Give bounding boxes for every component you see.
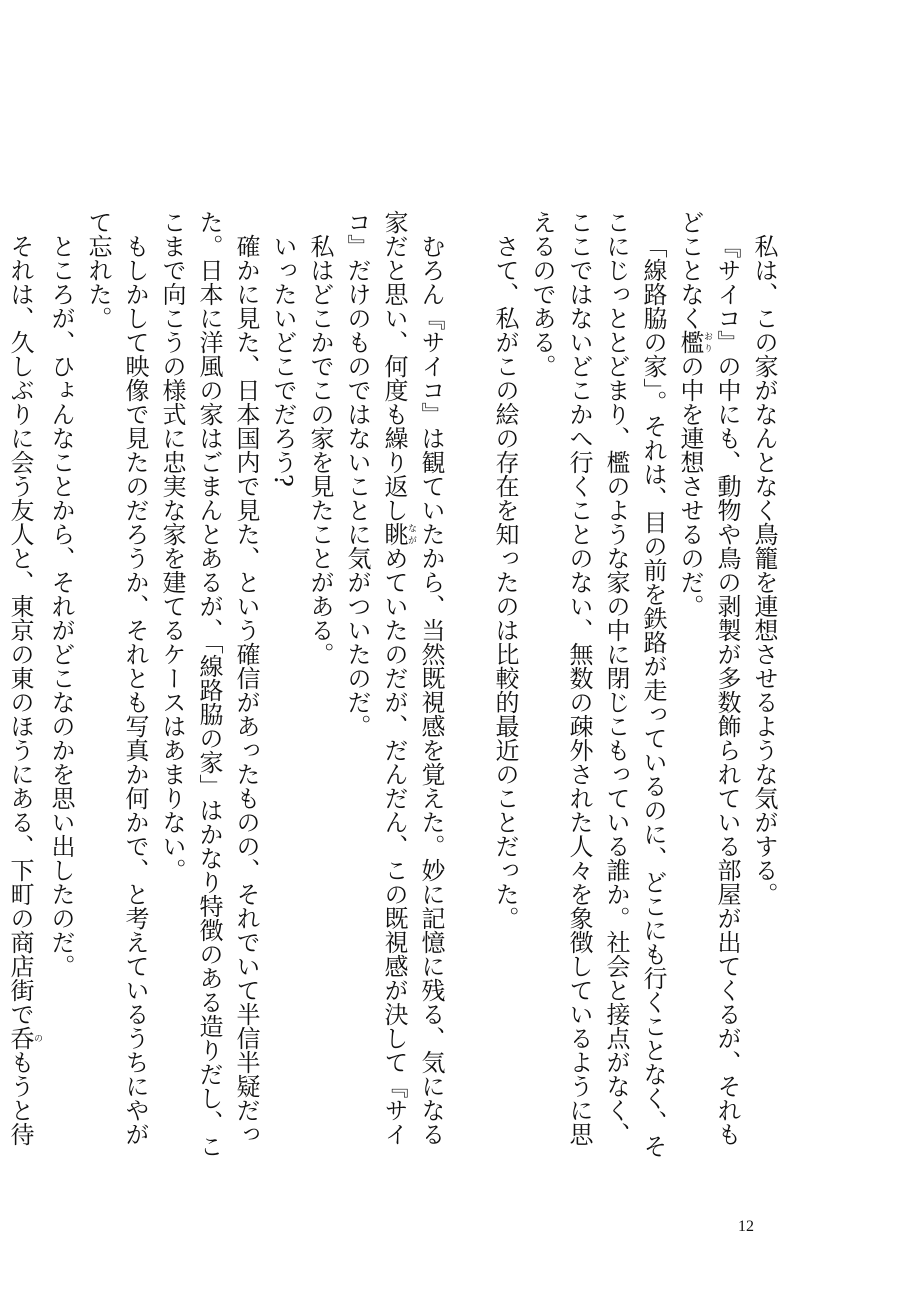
- paragraph-2: [671, 210, 745, 1165]
- paragraph-6: [301, 210, 338, 1165]
- paragraph-3: [523, 210, 671, 1165]
- paragraph-3-text: 「線路脇の家」。それは、目の前を鉄路が走っているのに、どこにも行くことなく、そこにじっととどまり、檻のような家の中に閉じこもっている誰か。社会と接点がなく、ここではないどこかへ行くことのない、無数の疎外された人々を象徴しているように思えるのである。: [528, 210, 667, 1158]
- paragraph-8-text: 確かに見た、日本国内で見た、という確信があったものの、それでいて半信半疑だった。日本に洋風の家はごまんとあるが、「線路脇の家」はかなり特徴のある造りだし、ここまで向こうの様式に忠実な家を建てるケースはあまりない。: [158, 210, 260, 1158]
- paragraph-8: [153, 210, 264, 1165]
- paragraph-5-after: めていたのだが、だんだん、この既視感が決して『サイコ』だけのものではないことに気がついたのだ。: [343, 210, 408, 1146]
- paragraph-1: [745, 210, 782, 1165]
- paragraph-7-text: いったいどこでだろう?: [269, 234, 297, 487]
- ruby-no-reading: の: [32, 1026, 42, 1050]
- paragraph-9: [79, 210, 153, 1165]
- paragraph-2-after: の中を連想させるのだ。: [676, 354, 704, 618]
- paragraph-10-text: ところが、ひょんなことから、それがどこなのかを思い出したのだ。: [47, 234, 75, 978]
- paragraph-4: [486, 210, 523, 1165]
- paragraph-10: [42, 210, 79, 1165]
- paragraph-4-text: さて、私がこの絵の存在を知ったのは比較的最近のことだった。: [491, 234, 519, 930]
- ruby-naga-reading: なが: [406, 522, 416, 546]
- ruby-naga-base: 眺: [380, 522, 408, 546]
- paragraph-5-before: むろん『サイコ』は観ていたから、当然既視感を覚えた。妙に記憶に残る、気になる家だと思い、何度も繰り返し: [380, 210, 445, 1146]
- paragraph-9-text: もしかして映像で見たのだろうか、それとも写真か何かで、と考えているうちにやがて忘れた。: [84, 210, 149, 1146]
- paragraph-11-before: それは、久しぶりに会う友人と、東京の東のほうにある、下町の商店街で: [6, 234, 34, 1026]
- paragraph-11: [0, 210, 42, 1165]
- ruby-naga: [380, 522, 416, 546]
- ruby-ori-base: 檻: [676, 330, 704, 354]
- paragraph-7: [264, 210, 301, 1165]
- paragraph-2-before: 『サイコ』の中にも、動物や鳥の剥製が多数飾られている部屋が出てくるが、それもどことなく: [676, 210, 741, 1146]
- paragraph-5: [338, 210, 449, 1165]
- ruby-ori: [676, 330, 712, 354]
- paragraph-11-after: もうと待: [6, 1050, 34, 1146]
- vertical-text-body: [6, 210, 782, 1165]
- paragraph-6-text: 私はどこかでこの家を見たことがある。: [306, 234, 334, 666]
- paragraph-1-text: 私は、この家がなんとなく鳥籠を連想させるような気がする。: [750, 234, 778, 906]
- ruby-no: [6, 1026, 42, 1050]
- ruby-ori-reading: おり: [702, 330, 712, 354]
- ruby-no-base: 呑: [6, 1026, 34, 1050]
- page-number: 12: [738, 1218, 754, 1235]
